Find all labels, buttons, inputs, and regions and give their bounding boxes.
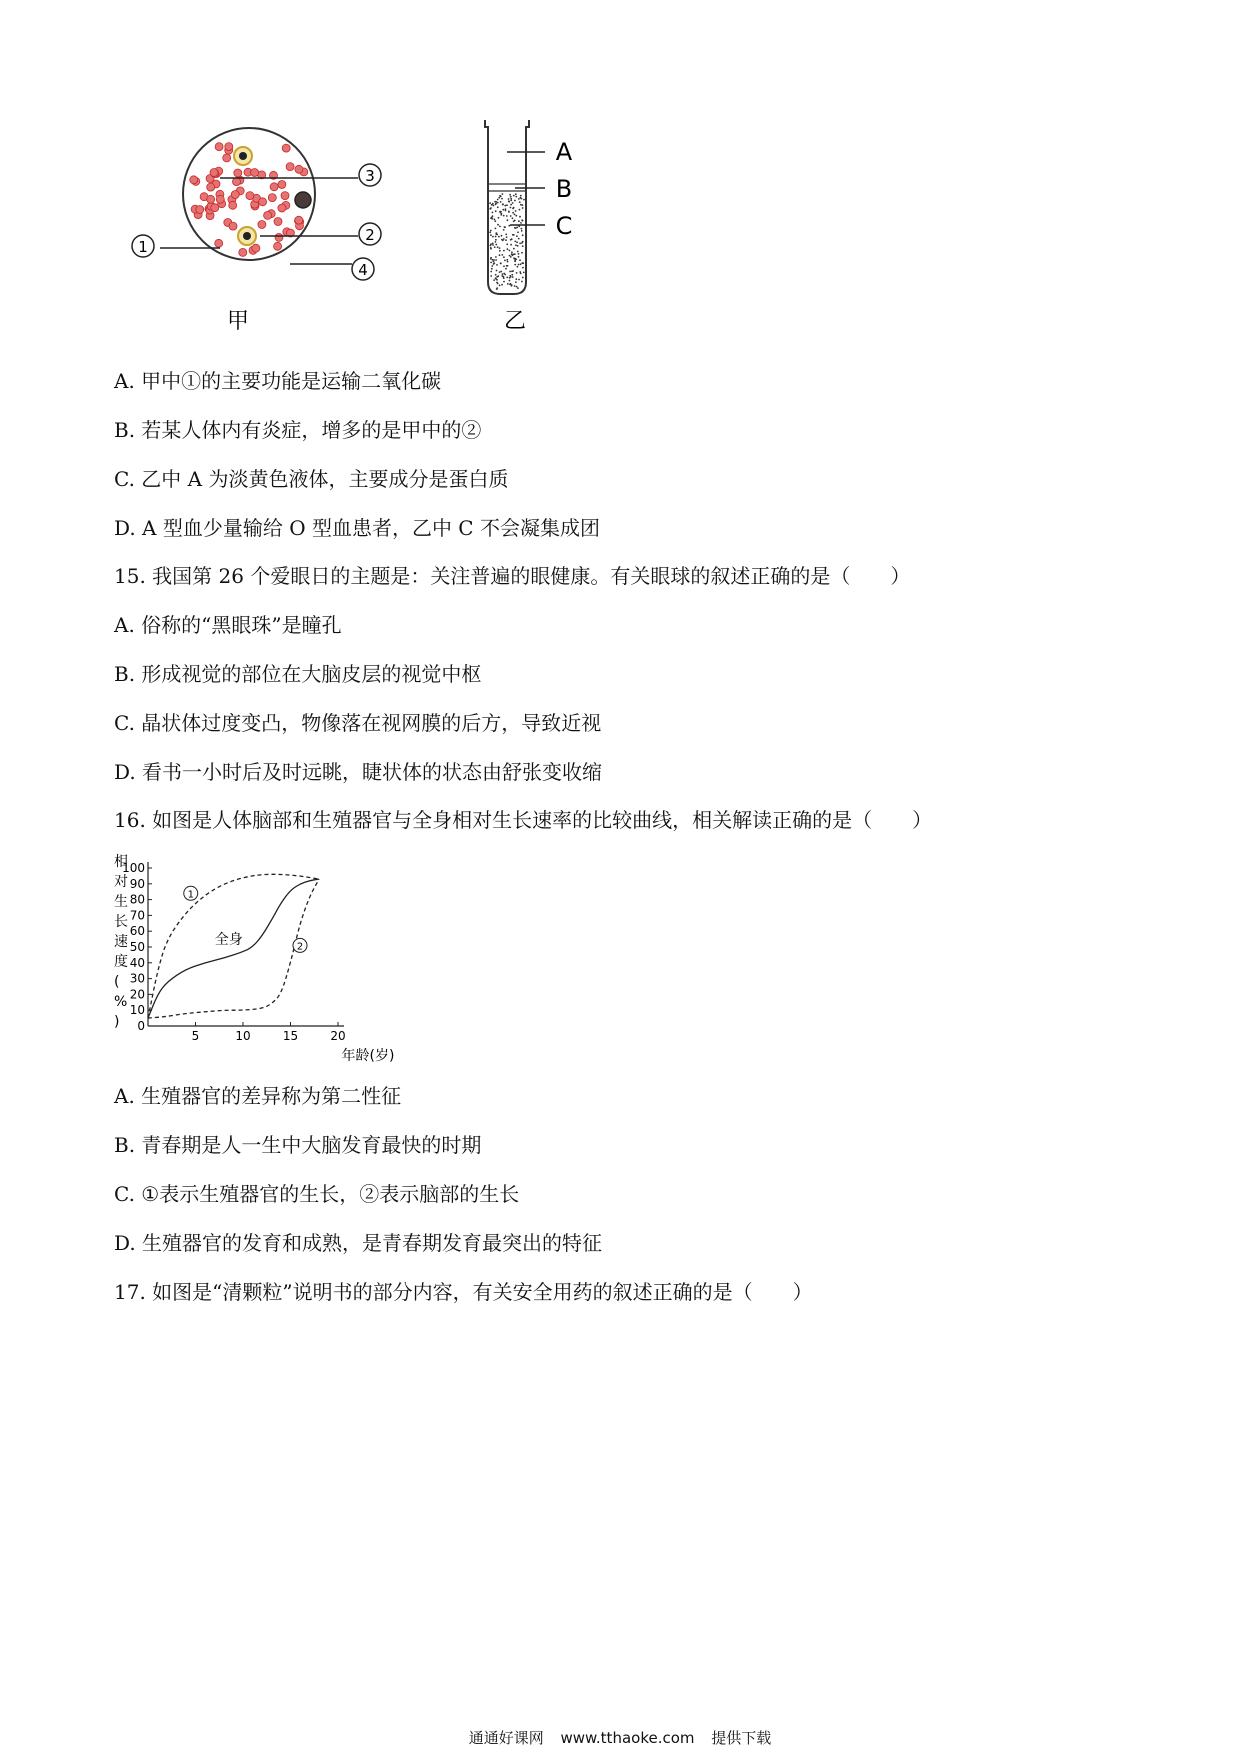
sediment-dot bbox=[508, 211, 510, 213]
sediment-dot bbox=[496, 282, 498, 284]
red-blood-cell bbox=[239, 248, 247, 256]
sediment-dot bbox=[494, 219, 496, 221]
sediment-dot bbox=[490, 262, 492, 264]
sediment-dot bbox=[521, 252, 523, 254]
sediment-dot bbox=[496, 287, 498, 289]
sediment-dot bbox=[503, 215, 505, 217]
y-axis-label-char: 对 bbox=[114, 874, 128, 890]
sediment-dot bbox=[510, 215, 512, 217]
sediment-dot bbox=[514, 260, 516, 262]
sediment-dot bbox=[503, 250, 505, 252]
sediment-dot bbox=[518, 279, 520, 281]
sediment-dot bbox=[497, 206, 499, 208]
sediment-dot bbox=[519, 201, 521, 203]
sediment-dot bbox=[502, 273, 504, 275]
sediment-dot bbox=[503, 256, 505, 258]
sediment-dot bbox=[496, 279, 498, 281]
sediment-dot bbox=[499, 254, 501, 256]
sediment-dot bbox=[510, 244, 512, 246]
sediment-dot bbox=[489, 202, 491, 204]
sediment-dot bbox=[505, 239, 507, 241]
red-blood-cell bbox=[229, 201, 237, 209]
marker-3-text: 3 bbox=[365, 167, 375, 185]
red-blood-cell bbox=[196, 206, 204, 214]
sediment-dot bbox=[491, 265, 493, 267]
q15-option-c: C. 晶状体过度变凸，物像落在视网膜的后方，导致近视 bbox=[114, 711, 602, 735]
sediment-dot bbox=[519, 216, 521, 218]
x-tick-label: 5 bbox=[191, 1029, 200, 1043]
sediment-dot bbox=[522, 234, 524, 236]
sediment-dot bbox=[489, 231, 491, 233]
sediment-dot bbox=[522, 262, 524, 264]
y-axis-label-char: % bbox=[114, 994, 128, 1010]
sediment-dot bbox=[491, 268, 493, 270]
sediment-dot bbox=[502, 209, 504, 211]
red-blood-cell bbox=[295, 216, 303, 224]
svg-text:2: 2 bbox=[296, 941, 304, 953]
sediment-dot bbox=[495, 210, 497, 212]
marker-2 bbox=[359, 223, 381, 245]
sediment-dot bbox=[503, 276, 505, 278]
sediment-dot bbox=[518, 256, 520, 258]
sediment-dot bbox=[515, 281, 517, 283]
sediment-dot bbox=[510, 198, 512, 200]
sediment-dot bbox=[518, 198, 520, 200]
sediment-dot bbox=[501, 254, 503, 256]
red-blood-cell bbox=[246, 192, 254, 200]
sediment-dot bbox=[506, 236, 508, 238]
sediment-dot bbox=[510, 239, 512, 241]
y-axis-label bbox=[114, 853, 128, 1030]
sediment-dot bbox=[519, 271, 521, 273]
sediment-dot bbox=[522, 207, 524, 209]
y-tick-label: 100 bbox=[122, 861, 145, 875]
sediment-dot bbox=[492, 236, 494, 238]
q16-option-a: A. 生殖器官的差异称为第二性征 bbox=[114, 1084, 402, 1108]
sediment-dot bbox=[509, 280, 511, 282]
sediment-dot bbox=[492, 215, 494, 217]
sediment-dot bbox=[518, 238, 520, 240]
y-tick-label: 30 bbox=[129, 971, 145, 986]
marker-3 bbox=[359, 164, 381, 186]
sediment-dot bbox=[521, 228, 523, 230]
sediment-dot bbox=[490, 217, 492, 219]
red-blood-cell bbox=[223, 154, 231, 162]
q16-stem: 16. 如图是人体脑部和生殖器官与全身相对生长速率的比较曲线，相关解读正确的是（ ） bbox=[114, 808, 933, 832]
sediment-dot bbox=[520, 263, 522, 265]
sediment-dot bbox=[499, 250, 501, 252]
red-blood-cell bbox=[281, 192, 289, 200]
sediment-dot bbox=[510, 196, 512, 198]
sediment-dot bbox=[490, 258, 492, 260]
sediment-dot bbox=[503, 273, 505, 275]
red-blood-cell bbox=[190, 176, 198, 184]
sediment-dot bbox=[497, 224, 499, 226]
sediment-dot bbox=[505, 208, 507, 210]
label-jia: 甲 bbox=[226, 309, 250, 334]
sediment-dot bbox=[512, 217, 514, 219]
red-blood-cell bbox=[233, 178, 241, 186]
sediment-dot bbox=[521, 219, 523, 221]
sediment-dot bbox=[515, 210, 517, 212]
sediment-dot bbox=[497, 199, 499, 201]
sediment-dot bbox=[516, 272, 518, 274]
sediment-dot bbox=[507, 219, 509, 221]
sediment-dot bbox=[490, 245, 492, 247]
sediment-dot bbox=[512, 276, 514, 278]
sediment-dot bbox=[521, 281, 523, 283]
sediment-dot bbox=[497, 246, 499, 248]
sediment-dot bbox=[506, 243, 508, 245]
svg-text:1: 1 bbox=[187, 889, 194, 901]
sediment-dot bbox=[514, 285, 516, 287]
sediment-dot bbox=[516, 286, 518, 288]
sediment-dot bbox=[523, 199, 525, 201]
sediment-dot bbox=[498, 197, 500, 199]
y-tick-label: 80 bbox=[129, 892, 145, 907]
y-tick-label: 90 bbox=[129, 876, 145, 891]
sediment-dot bbox=[499, 226, 501, 228]
sediment-dot bbox=[509, 271, 511, 273]
sediment-dot bbox=[496, 270, 498, 272]
q17-stem: 17. 如图是“清颗粒”说明书的部分内容，有关安全用药的叙述正确的是（ ） bbox=[114, 1280, 813, 1304]
sediment-dot bbox=[503, 229, 505, 231]
footer-url[interactable]: www.tthaoke.com bbox=[560, 1729, 695, 1747]
sediment-dot bbox=[513, 195, 515, 197]
red-blood-cell bbox=[275, 233, 283, 241]
sediment-dot bbox=[505, 234, 507, 236]
sediment-dot bbox=[520, 204, 522, 206]
sediment-dot bbox=[512, 212, 514, 214]
sediment-dot bbox=[505, 268, 507, 270]
sediment-dot bbox=[495, 241, 497, 243]
sediment-dot bbox=[506, 204, 508, 206]
red-blood-cell bbox=[286, 163, 294, 171]
sediment-dot bbox=[511, 251, 513, 253]
x-axis-label: 年龄(岁) bbox=[341, 1048, 395, 1064]
sediment-dot bbox=[493, 279, 495, 281]
sediment-dot bbox=[501, 235, 503, 237]
sediment-dot bbox=[512, 234, 514, 236]
sediment-dot bbox=[517, 266, 519, 268]
sediment-dot bbox=[492, 259, 494, 261]
red-blood-cell bbox=[225, 143, 233, 151]
footer-site: 通通好课网 bbox=[468, 1729, 544, 1747]
red-blood-cell bbox=[215, 239, 223, 247]
sediment-dot bbox=[510, 207, 512, 209]
red-blood-cell bbox=[210, 169, 218, 177]
sediment-dot bbox=[499, 271, 501, 273]
sediment-dot bbox=[499, 247, 501, 249]
sediment-dot bbox=[501, 284, 503, 286]
sediment-dot bbox=[513, 220, 515, 222]
sediment-dot bbox=[502, 204, 504, 206]
sediment-dot bbox=[492, 212, 494, 214]
y-tick-label: 70 bbox=[129, 908, 145, 923]
q15-option-d: D. 看书一小时后及时远眺，睫状体的状态由舒张变收缩 bbox=[114, 760, 603, 784]
q14-option-b: B. 若某人体内有炎症，增多的是甲中的② bbox=[114, 418, 482, 442]
sediment-dot bbox=[495, 277, 497, 279]
red-blood-cell bbox=[207, 183, 215, 191]
sediment-dot bbox=[498, 217, 500, 219]
sediment-dot bbox=[515, 278, 517, 280]
sediment-dot bbox=[510, 204, 512, 206]
sediment-dot bbox=[511, 270, 513, 272]
sediment-dot bbox=[518, 253, 520, 255]
q14-option-a: A. 甲中①的主要功能是运输二氧化碳 bbox=[114, 369, 442, 393]
growth-chart bbox=[110, 848, 420, 1068]
red-blood-cell bbox=[234, 169, 242, 177]
sediment-dot bbox=[520, 222, 522, 224]
y-axis-label-char: ( bbox=[114, 974, 120, 990]
red-blood-cell bbox=[207, 195, 215, 203]
sediment-dot bbox=[506, 259, 508, 261]
red-blood-cell bbox=[229, 222, 237, 230]
series-label-whole-body: 全身 bbox=[214, 931, 243, 948]
sediment-dot bbox=[493, 261, 495, 263]
x-tick-label: 15 bbox=[282, 1029, 299, 1043]
marker-4-text: 4 bbox=[358, 261, 368, 279]
sediment-dot bbox=[521, 230, 523, 232]
sediment-dot bbox=[515, 227, 517, 229]
sediment-dot bbox=[501, 239, 503, 241]
sediment-dot bbox=[495, 233, 497, 235]
sediment-dot bbox=[499, 285, 501, 287]
sediment-dot bbox=[520, 195, 522, 197]
y-axis-label-char: 生 bbox=[114, 894, 128, 910]
page-footer bbox=[0, 1727, 1240, 1748]
sediment-dot bbox=[490, 247, 492, 249]
q15-option-a: A. 俗称的“黑眼珠”是瞳孔 bbox=[114, 613, 342, 637]
marker-1-text: 1 bbox=[138, 238, 148, 256]
sediment-dot bbox=[500, 271, 502, 273]
red-blood-cell bbox=[211, 204, 219, 212]
sediment-dot bbox=[516, 235, 518, 237]
sediment-dot bbox=[520, 197, 522, 199]
q15-option-b: B. 形成视觉的部位在大脑皮层的视觉中枢 bbox=[114, 662, 482, 686]
red-blood-cell bbox=[251, 169, 259, 177]
sediment-dot bbox=[491, 204, 493, 206]
y-axis-label-char: 速 bbox=[114, 934, 128, 950]
red-blood-cell bbox=[259, 198, 267, 206]
tube-label-b: B bbox=[555, 175, 573, 203]
series-label-1 bbox=[184, 886, 198, 900]
sediment-dot bbox=[512, 202, 514, 204]
sediment-dot bbox=[513, 254, 515, 256]
red-blood-cell bbox=[274, 242, 282, 250]
sediment-dot bbox=[514, 264, 516, 266]
sediment-dot bbox=[495, 236, 497, 238]
y-tick-label: 60 bbox=[129, 924, 145, 939]
y-axis-label-char: ) bbox=[114, 1014, 120, 1030]
tube-label-a: A bbox=[555, 138, 573, 166]
sediment-dot bbox=[518, 264, 520, 266]
sediment-dot bbox=[502, 193, 504, 195]
q14-option-c: C. 乙中 A 为淡黄色液体，主要成分是蛋白质 bbox=[114, 467, 509, 491]
sediment-dot bbox=[519, 243, 521, 245]
sediment-dot bbox=[514, 258, 516, 260]
marker-4 bbox=[352, 258, 374, 280]
sediment-dot bbox=[514, 241, 516, 243]
sediment-dot bbox=[515, 196, 517, 198]
sediment-dot bbox=[515, 193, 517, 195]
sediment-dot bbox=[501, 198, 503, 200]
sediment-dot bbox=[492, 243, 494, 245]
sediment-dot bbox=[507, 283, 509, 285]
x-tick-label: 10 bbox=[235, 1029, 251, 1043]
sediment-dot bbox=[523, 272, 525, 274]
sediment-dot bbox=[504, 205, 506, 207]
series-label-2 bbox=[293, 938, 307, 952]
sediment-dot bbox=[511, 274, 513, 276]
sediment-dot bbox=[509, 250, 511, 252]
sediment-dot bbox=[496, 276, 498, 278]
y-tick-label: 20 bbox=[129, 987, 145, 1002]
red-blood-cell bbox=[282, 144, 290, 152]
sediment-dot bbox=[495, 228, 497, 230]
sediment-dot bbox=[494, 246, 496, 248]
sediment-dot bbox=[517, 287, 519, 289]
sediment-dot bbox=[500, 262, 502, 264]
sediment-dot bbox=[506, 277, 508, 279]
sediment-dot bbox=[519, 259, 521, 261]
marker-1 bbox=[132, 235, 154, 257]
red-blood-cell bbox=[216, 195, 224, 203]
sediment-dot bbox=[500, 201, 502, 203]
red-blood-cell bbox=[278, 181, 286, 189]
blood-smear-circle bbox=[183, 128, 315, 260]
sediment-dot bbox=[495, 201, 497, 203]
sediment-dot bbox=[518, 220, 520, 222]
blood-figure bbox=[120, 112, 600, 347]
sediment-dot bbox=[495, 239, 497, 241]
red-blood-cell bbox=[215, 143, 223, 151]
sediment-dot bbox=[499, 195, 501, 197]
marker-2-text: 2 bbox=[365, 226, 375, 244]
sediment-dot bbox=[508, 225, 510, 227]
sediment-dot bbox=[522, 277, 524, 279]
x-tick-label: 20 bbox=[330, 1029, 346, 1043]
sediment-dot bbox=[514, 200, 516, 202]
sediment-dot bbox=[516, 241, 518, 243]
sediment-dot bbox=[510, 256, 512, 258]
y-tick-label: 40 bbox=[129, 955, 145, 970]
sediment-dot bbox=[517, 245, 519, 247]
sediment-dot bbox=[515, 215, 517, 217]
y-axis-label-char: 度 bbox=[114, 954, 128, 970]
y-axis-label-char: 相 bbox=[114, 854, 128, 870]
q14-option-d: D. A 型血少量输给 O 型血患者，乙中 C 不会凝集成团 bbox=[114, 516, 600, 540]
y-tick-label: 50 bbox=[129, 940, 145, 954]
sediment-dot bbox=[522, 267, 524, 269]
q16-option-c: C. ①表示生殖器官的生长，②表示脑部的生长 bbox=[114, 1182, 520, 1206]
red-blood-cell bbox=[295, 165, 303, 173]
sediment-dot bbox=[515, 244, 517, 246]
red-blood-cell bbox=[252, 244, 260, 252]
sediment-dot bbox=[506, 215, 508, 217]
sediment-dot bbox=[503, 238, 505, 240]
sediment-dot bbox=[495, 244, 497, 246]
sediment-dot bbox=[517, 251, 519, 253]
sediment-dot bbox=[493, 262, 495, 264]
sediment-dot bbox=[509, 277, 511, 279]
sediment-dot bbox=[504, 260, 506, 262]
sediment-dot bbox=[493, 205, 495, 207]
test-tube bbox=[485, 120, 529, 294]
sediment-dot bbox=[512, 208, 514, 210]
red-blood-cell bbox=[278, 204, 286, 212]
q16-option-d: D. 生殖器官的发育和成熟，是青春期发育最突出的特征 bbox=[114, 1231, 603, 1255]
sediment-dot bbox=[514, 214, 516, 216]
red-blood-cell bbox=[264, 211, 272, 219]
y-tick-label: 10 bbox=[129, 1003, 145, 1018]
sediment-dot bbox=[508, 200, 510, 202]
y-tick-label: 0 bbox=[137, 1019, 145, 1033]
red-blood-cell bbox=[231, 191, 239, 199]
sediment-dot bbox=[521, 242, 523, 244]
sediment-dot bbox=[495, 274, 497, 276]
sediment-dot bbox=[492, 244, 494, 246]
q16-option-b: B. 青春期是人一生中大脑发育最快的时期 bbox=[114, 1133, 482, 1157]
red-blood-cell bbox=[270, 183, 278, 191]
sediment-dot bbox=[490, 275, 492, 277]
sediment-dot bbox=[510, 283, 512, 285]
sediment-dot bbox=[503, 281, 505, 283]
sediment-dot bbox=[496, 264, 498, 266]
y-axis-label-char: 长 bbox=[114, 914, 128, 930]
sediment-dot bbox=[510, 200, 512, 202]
sediment-dot bbox=[509, 194, 511, 196]
sediment-dot bbox=[522, 245, 524, 247]
sediment-dot bbox=[517, 231, 519, 233]
sediment-dot bbox=[507, 265, 509, 267]
q15-stem: 15. 我国第 26 个爱眼日的主题是：关注普遍的眼健康。有关眼球的叙述正确的是（ ） bbox=[114, 564, 911, 588]
red-blood-cell bbox=[258, 221, 266, 229]
sediment-dot bbox=[490, 271, 492, 273]
red-blood-cell bbox=[274, 218, 282, 226]
lymphocyte bbox=[295, 192, 311, 208]
sediment-dot bbox=[508, 198, 510, 200]
label-yi: 乙 bbox=[503, 309, 527, 334]
sediment-dot bbox=[495, 256, 497, 258]
sediment-dot bbox=[507, 248, 509, 250]
sediment-dot bbox=[494, 220, 496, 222]
sediment-dot bbox=[495, 203, 497, 205]
sediment-dot bbox=[519, 209, 521, 211]
footer-note: 提供下载 bbox=[711, 1729, 772, 1747]
sediment-dot bbox=[511, 285, 513, 287]
sediment-dot bbox=[500, 211, 502, 213]
tube-label-c: C bbox=[555, 212, 573, 240]
sediment-dot bbox=[489, 208, 491, 210]
sediment-dot bbox=[498, 236, 500, 238]
sediment-dot bbox=[490, 234, 492, 236]
sediment-dot bbox=[507, 261, 509, 263]
red-blood-cell bbox=[268, 194, 276, 202]
sediment-dot bbox=[513, 248, 515, 250]
sediment-dot bbox=[503, 265, 505, 267]
sediment-dot bbox=[495, 259, 497, 261]
sediment-dot bbox=[504, 226, 506, 228]
sediment-dot bbox=[490, 230, 492, 232]
